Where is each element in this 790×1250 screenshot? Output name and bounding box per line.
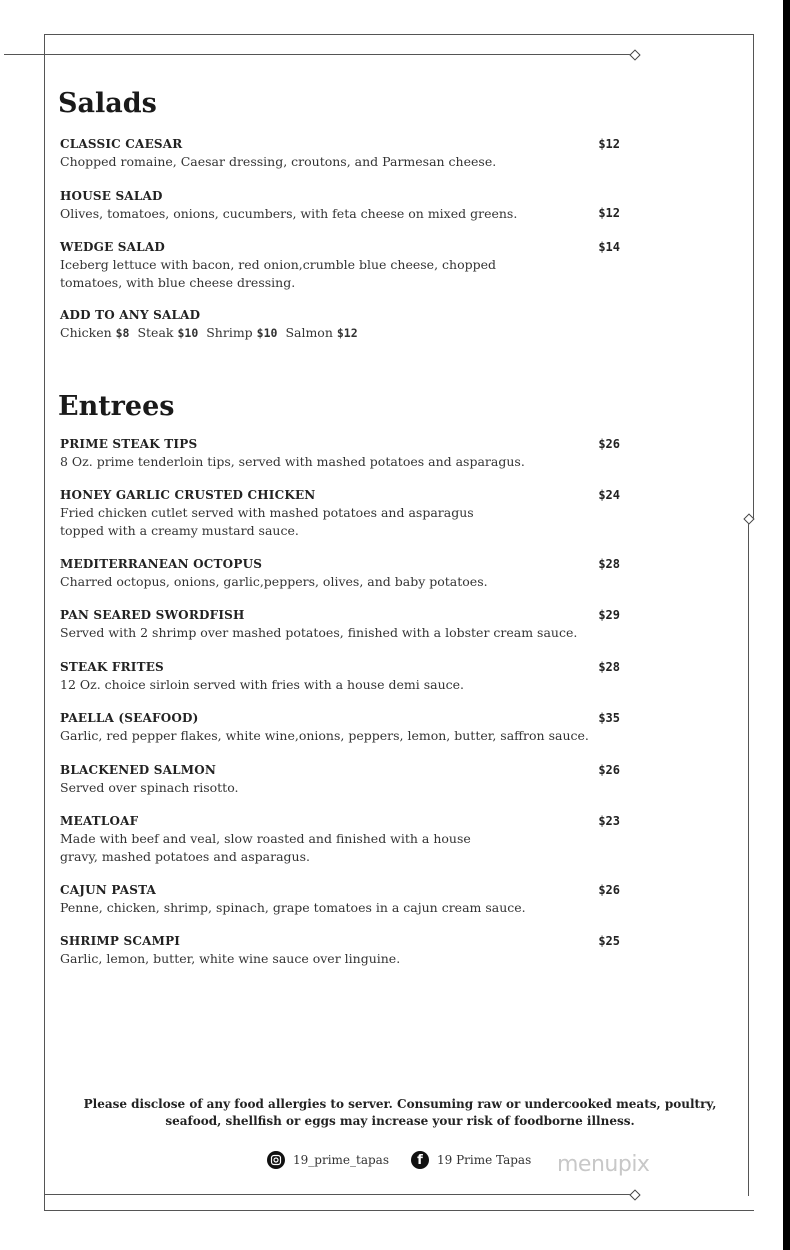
item-description: Iceberg lettuce with bacon, red onion,crumble blue cheese, chopped tomatoes, with blue cheese dressing. — [60, 257, 496, 290]
menu-item — [60, 437, 620, 471]
item-description: Garlic, lemon, butter, white wine sauce over linguine. — [60, 951, 401, 966]
item-price: $12 — [598, 206, 620, 220]
item-price: $14 — [598, 240, 620, 254]
frame-diamond-bottom — [629, 1189, 640, 1200]
frame-bottom-accent — [44, 1194, 634, 1195]
item-name: PAELLA (SEAFOOD) — [60, 711, 199, 725]
item-description: Chopped romaine, Caesar dressing, croutons, and Parmesan cheese. — [60, 154, 497, 169]
frame-top-line — [4, 54, 634, 55]
item-name: CAJUN PASTA — [60, 883, 157, 897]
item-price: $26 — [598, 763, 620, 777]
allergy-notice: Please disclose of any food allergies to server. Consuming raw or undercooked meats, poultry, seafood, shellfish or eggs may increase your risk of foodborne illness. — [83, 1097, 717, 1128]
addon-price: $10 — [177, 326, 199, 340]
item-name: PAN SEARED SWORDFISH — [60, 608, 245, 622]
facebook-label: 19 Prime Tapas — [437, 1153, 532, 1167]
addon-price: $12 — [336, 326, 358, 340]
item-price: $12 — [598, 137, 620, 151]
frame-bottom-line — [44, 1210, 754, 1211]
item-name: SHRIMP SCAMPI — [60, 934, 181, 948]
item-name: STEAK FRITES — [60, 660, 164, 674]
item-description: Served over spinach risotto. — [60, 780, 239, 795]
item-price: $24 — [598, 488, 620, 502]
item-price: $25 — [598, 934, 620, 948]
item-price: $26 — [598, 437, 620, 451]
menu-item — [60, 814, 620, 865]
item-name: HONEY GARLIC CRUSTED CHICKEN — [60, 488, 316, 502]
menu-item — [60, 240, 620, 291]
menu-item — [60, 660, 620, 694]
item-price: $26 — [598, 883, 620, 897]
addon-price: $8 — [115, 326, 130, 340]
facebook-page[interactable] — [411, 1151, 531, 1169]
item-price: $28 — [598, 660, 620, 674]
menu-item — [60, 934, 620, 968]
item-name: CLASSIC CAESAR — [60, 137, 183, 151]
item-price: $28 — [598, 557, 620, 571]
item-description: Served with 2 shrimp over mashed potatoes, finished with a lobster cream sauce. — [60, 625, 578, 640]
item-description: 12 Oz. choice sirloin served with fries with a house demi sauce. — [60, 677, 464, 692]
instagram-handle[interactable] — [267, 1151, 389, 1169]
item-price: $35 — [598, 711, 620, 725]
addons-title: ADD TO ANY SALAD — [60, 308, 201, 322]
item-description: Penne, chicken, shrimp, spinach, grape tomatoes in a cajun cream sauce. — [60, 900, 526, 915]
menu-item — [60, 608, 620, 642]
addon-label: Shrimp — [206, 325, 253, 340]
frame-right-line-lower — [748, 520, 749, 1196]
addon-price: $10 — [256, 326, 278, 340]
addon-label: Chicken — [60, 325, 112, 340]
item-description: Fried chicken cutlet served with mashed potatoes and asparagus topped with a creamy mustard sauce. — [60, 505, 474, 538]
watermark: menupix — [557, 1152, 650, 1177]
instagram-icon — [267, 1151, 285, 1169]
addon-label: Salmon — [285, 325, 333, 340]
item-name: BLACKENED SALMON — [60, 763, 217, 777]
frame-diamond-top — [629, 49, 640, 60]
item-price: $23 — [598, 814, 620, 828]
addons-list — [60, 325, 620, 340]
instagram-label: 19_prime_tapas — [293, 1153, 389, 1167]
menu-item — [60, 189, 620, 223]
menu-item — [60, 137, 620, 171]
menu-item — [60, 488, 620, 539]
menu-item — [60, 883, 620, 917]
facebook-icon: f — [411, 1151, 429, 1169]
item-price: $29 — [598, 608, 620, 622]
frame-top-border — [44, 34, 754, 35]
salad-addons — [60, 308, 620, 340]
salads-title: Salads — [58, 88, 157, 119]
item-name: MEDITERRANEAN OCTOPUS — [60, 557, 263, 571]
menu-item — [60, 763, 620, 797]
frame-left-line — [44, 34, 45, 1211]
item-name: PRIME STEAK TIPS — [60, 437, 198, 451]
entrees-title: Entrees — [58, 391, 175, 422]
menu-item — [60, 711, 620, 745]
item-name: HOUSE SALAD — [60, 189, 163, 203]
frame-right-line — [753, 34, 754, 518]
item-description: 8 Oz. prime tenderloin tips, served with mashed potatoes and asparagus. — [60, 454, 525, 469]
item-description: Garlic, red pepper flakes, white wine,onions, peppers, lemon, butter, saffron sauce. — [60, 728, 589, 743]
item-name: WEDGE SALAD — [60, 240, 165, 254]
item-description: Olives, tomatoes, onions, cucumbers, with feta cheese on mixed greens. — [60, 206, 518, 221]
item-description: Charred octopus, onions, garlic,peppers, olives, and baby potatoes. — [60, 574, 488, 589]
item-description: Made with beef and veal, slow roasted and finished with a house gravy, mashed potatoes and asparagus. — [60, 831, 471, 864]
menu-item — [60, 557, 620, 591]
addon-label: Steak — [137, 325, 174, 340]
item-name: MEATLOAF — [60, 814, 139, 828]
